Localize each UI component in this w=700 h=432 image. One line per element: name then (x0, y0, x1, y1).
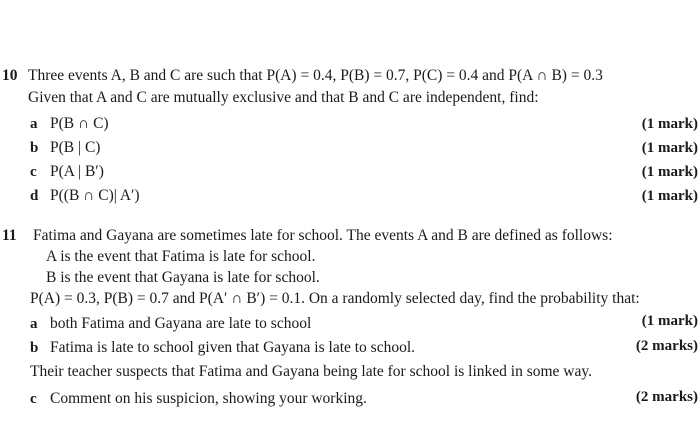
q11-part-c-label: c (30, 391, 37, 407)
q10-part-c-text: P(A | B′) (50, 163, 104, 180)
question-11-number: 11 (2, 227, 17, 244)
q11-part-b-label: b (30, 340, 39, 356)
q10-part-a-label: a (30, 116, 38, 132)
q11-part-a-text: both Fatima and Gayana are late to school (50, 315, 312, 332)
question-11-stem-line-4: P(A) = 0.3, P(B) = 0.7 and P(A′ ∩ B′) = 0.1. On a randomly selected day, find the probability that: (30, 290, 640, 307)
question-11-stem-line-1: Fatima and Gayana are sometimes late for school. The events A and B are defined as follows: (33, 227, 613, 244)
q10-part-b-label: b (30, 140, 39, 156)
q11-part-a-label: a (30, 316, 38, 332)
q11-part-b-marks: (2 marks) (635, 338, 698, 354)
question-10-stem-line-1: Three events A, B and C are such that P(A) = 0.4, P(B) = 0.7, P(C) = 0.4 and P(A ∩ B) = 0.3 (28, 67, 603, 84)
question-11-stem-line-3: B is the event that Gayana is late for school. (46, 269, 320, 286)
q11-part-a-marks: (1 mark) (641, 313, 698, 329)
question-11-stem-line-2: A is the event that Fatima is late for school. (46, 248, 316, 265)
q10-part-d-text: P((B ∩ C)| A′) (50, 187, 140, 204)
q11-part-c-text: Comment on his suspicion, showing your working. (50, 390, 367, 407)
question-11-stem-line-5: Their teacher suspects that Fatima and Gayana being late for school is linked in some way. (30, 363, 592, 380)
q10-part-a-text: P(B ∩ C) (50, 115, 109, 132)
q10-part-c-marks: (1 mark) (641, 164, 698, 180)
q11-part-c-marks: (2 marks) (635, 389, 698, 405)
q10-part-a-marks: (1 mark) (641, 116, 698, 132)
q10-part-c-label: c (30, 164, 37, 180)
q10-part-d-marks: (1 mark) (641, 188, 698, 204)
q10-part-b-text: P(B | C) (50, 139, 101, 156)
q10-part-b-marks: (1 mark) (641, 140, 698, 156)
q11-part-b-text: Fatima is late to school given that Gayana is late to school. (50, 339, 416, 356)
question-10-stem-line-2: Given that A and C are mutually exclusive and that B and C are independent, find: (28, 89, 539, 106)
q10-part-d-label: d (30, 188, 39, 204)
question-10-number: 10 (2, 67, 18, 84)
